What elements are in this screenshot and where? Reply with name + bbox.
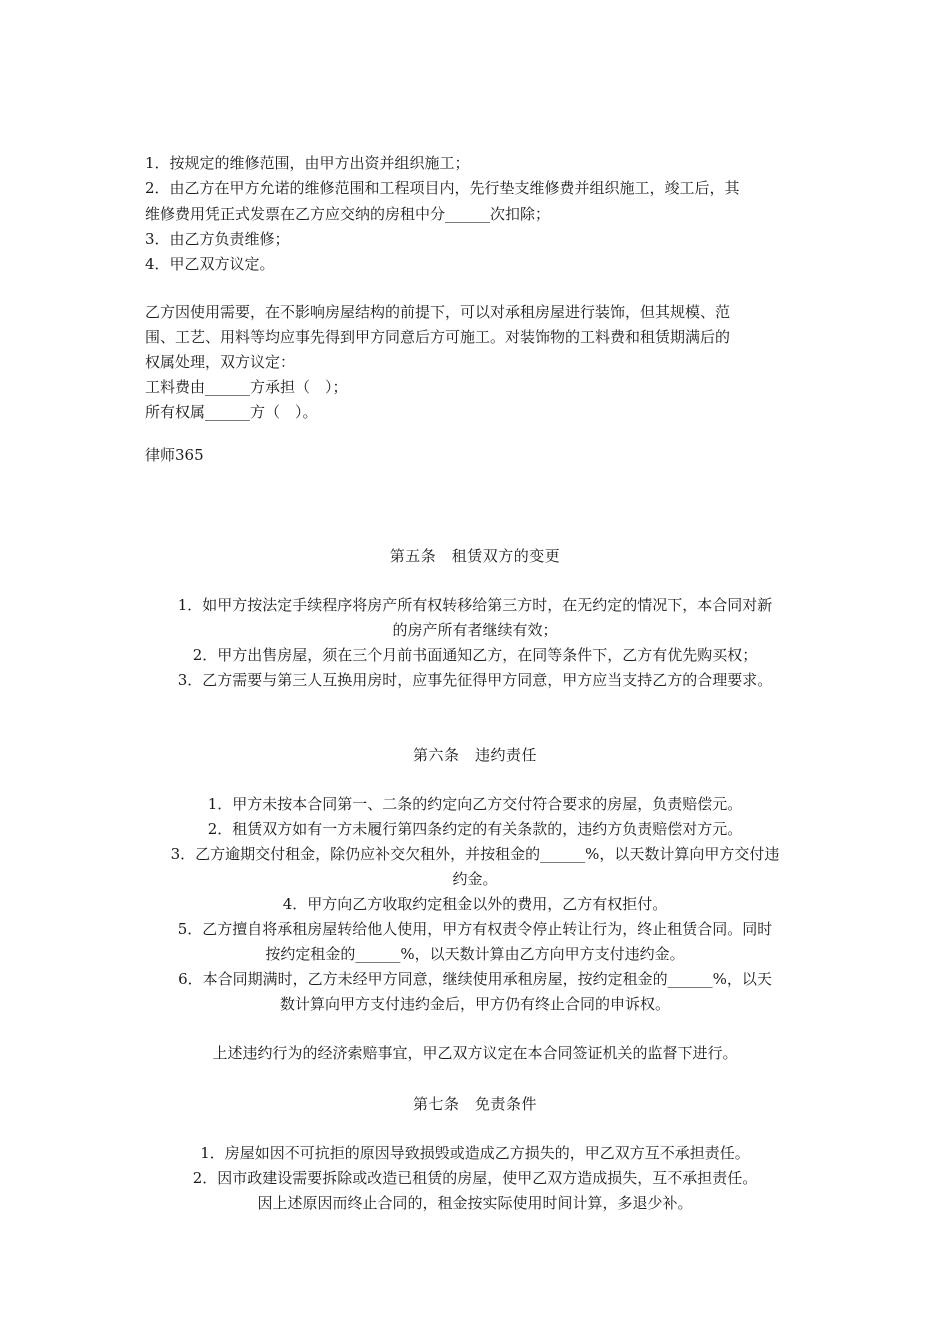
repair-option-2-continued: 维修费用凭正式发票在乙方应交纳的房租中分______次扣除； <box>145 205 551 223</box>
article-5-item-2: 2．甲方出售房屋，须在三个月前书面通知乙方，在同等条件下，乙方有优先购买权； <box>192 646 758 664</box>
repair-option-3: 3．由乙方负责维修； <box>145 230 290 248</box>
repair-option-4: 4．甲乙双方议定。 <box>145 255 275 273</box>
article-7-item-1: 1．房屋如因不可抗拒的原因导致损毁或造成乙方损失的，甲乙双方互不承担责任。 <box>200 1144 750 1162</box>
repair-option-2: 2．由乙方在甲方允诺的维修范围和工程项目内，先行垫支维修费并组织施工，竣工后，其 <box>145 179 740 197</box>
article-6-item-3-continued: 约金。 <box>452 870 498 888</box>
article-6-item-4: 4．甲方向乙方收取约定租金以外的费用，乙方有权拒付。 <box>282 895 668 913</box>
decoration-cost-clause: 工料费由______方承担（ ）； <box>145 378 348 396</box>
article-7-note: 因上述原因而终止合同的，租金按实际使用时间计算，多退少补。 <box>257 1194 693 1212</box>
article-6-item-5-continued: 按约定租金的______%，以天数计算由乙方向甲方支付违约金。 <box>265 945 685 963</box>
article-5-item-1-continued: 的房产所有者继续有效； <box>392 621 558 639</box>
decoration-paragraph-line-3: 权属处理，双方议定： <box>145 353 296 371</box>
article-6-item-6: 6．本合同期满时，乙方未经甲方同意，继续使用承租房屋，按约定租金的______%，以天 <box>178 970 772 988</box>
article-6-item-6-continued: 数计算向甲方支付违约金后，甲方仍有终止合同的申诉权。 <box>279 995 670 1013</box>
decoration-paragraph-line-2: 围、工艺、用料等均应事先得到甲方同意后方可施工。对装饰物的工料费和租赁期满后的 <box>145 328 731 346</box>
watermark-text: 律师365 <box>145 446 204 464</box>
repair-option-1: 1．按规定的维修范围，由甲方出资并组织施工； <box>145 154 470 172</box>
article-6-item-2: 2．租赁双方如有一方未履行第四条约定的有关条款的，违约方负责赔偿对方元。 <box>207 820 743 838</box>
article-5-item-1: 1．如甲方按法定手续程序将房产所有权转移给第三方时，在无约定的情况下，本合同对新 <box>177 596 773 614</box>
article-5-title: 第五条 租赁双方的变更 <box>389 547 561 565</box>
article-6-item-5: 5．乙方擅自将承租房屋转给他人使用，甲方有权责令停止转让行为，终止租赁合同。同时 <box>177 920 773 938</box>
article-6-item-3: 3．乙方逾期交付租金，除仍应补交欠租外，并按租金的______%，以天数计算向甲方交付违 <box>170 845 780 863</box>
article-5-item-3: 3．乙方需要与第三人互换用房时，应事先征得甲方同意，甲方应当支持乙方的合理要求。 <box>177 671 773 689</box>
article-6-title: 第六条 违约责任 <box>412 746 537 764</box>
article-6-item-1: 1．甲方未按本合同第一、二条的约定向乙方交付符合要求的房屋，负责赔偿元。 <box>207 795 743 813</box>
article-6-note: 上述违约行为的经济索赔事宜，甲乙双方议定在本合同签证机关的监督下进行。 <box>212 1044 738 1062</box>
article-7-title: 第七条 免责条件 <box>412 1095 537 1113</box>
decoration-ownership-clause: 所有权属______方（ ）。 <box>145 403 318 421</box>
decoration-paragraph-line-1: 乙方因使用需要，在不影响房屋结构的前提下，可以对承租房屋进行装饰，但其规模、范 <box>145 303 731 321</box>
article-7-item-2: 2．因市政建设需要拆除或改造已租赁的房屋，使甲乙双方造成损失，互不承担责任。 <box>192 1169 758 1187</box>
